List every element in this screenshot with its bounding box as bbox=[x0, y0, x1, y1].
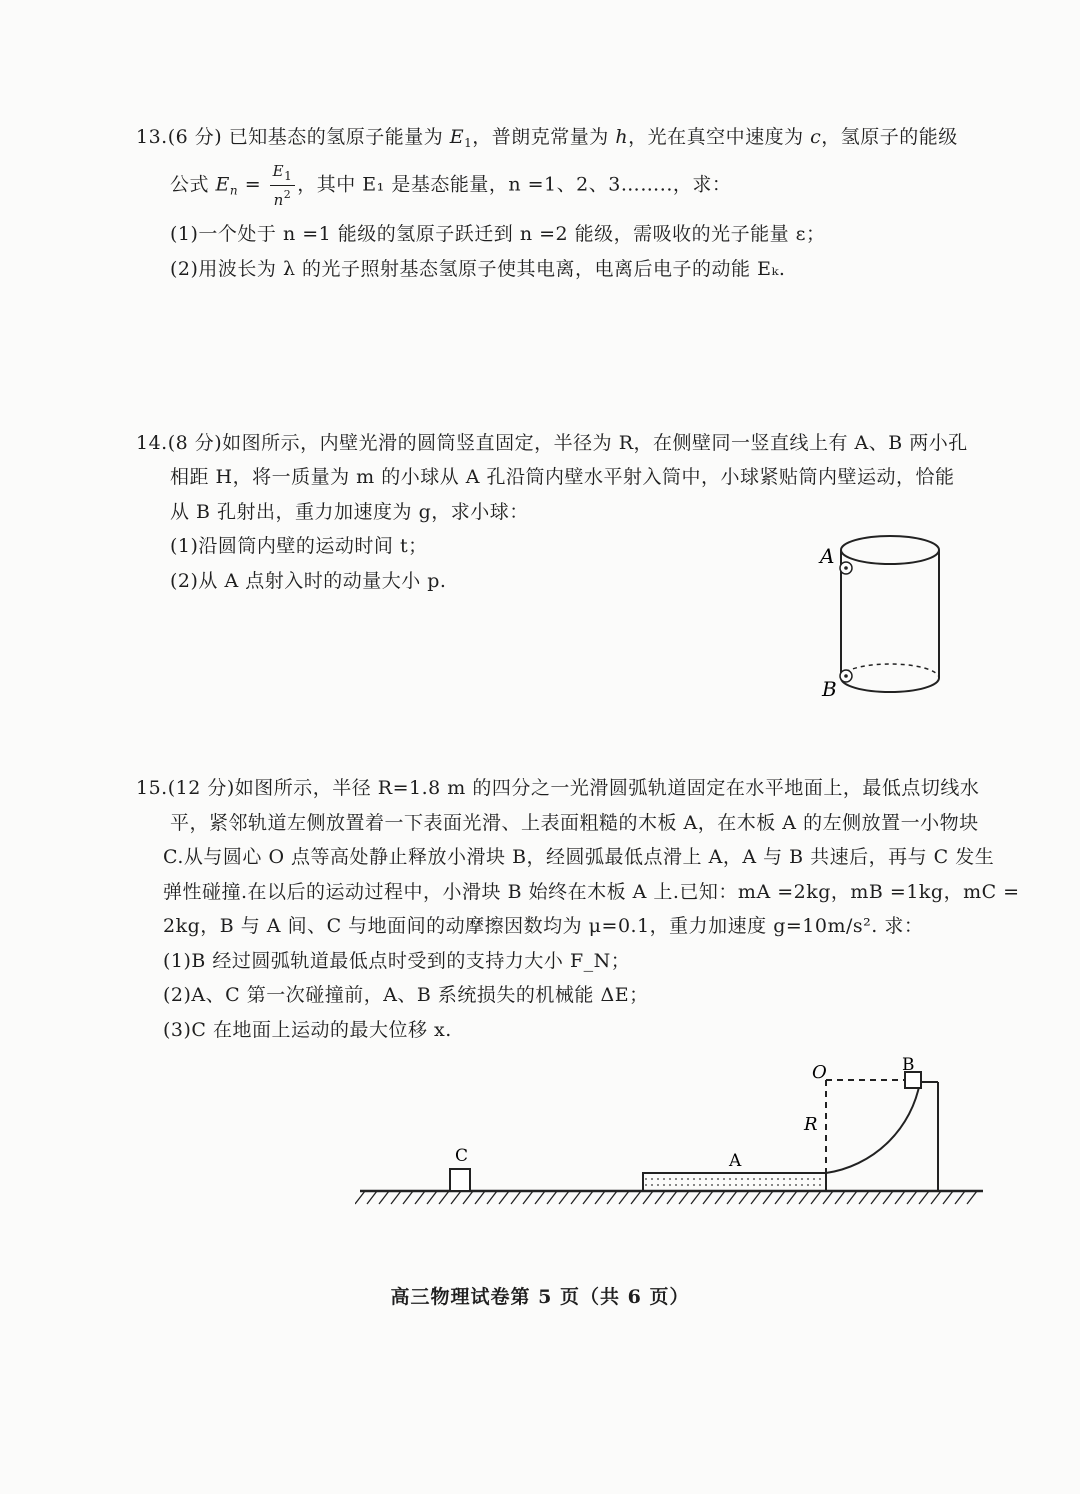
q14-line-2: 相距 H，将一质量为 m 的小球从 A 孔沿筒内壁水平射入筒中，小球紧贴筒内壁运动，恰能 bbox=[170, 466, 955, 488]
q15-line-1: 15.(12 分)如图所示，半径 R=1.8 m 的四分之一光滑圆弧轨道固定在水平地面上，最低点切线水 bbox=[136, 777, 980, 799]
q14-line-1: 14.(8 分)如图所示，内壁光滑的圆筒竖直固定，半径为 R，在侧壁同一竖直线上有 A、B 两小孔 bbox=[136, 432, 968, 454]
q15-line-5: 2kg，B 与 A 间、C 与地面间的动摩擦因数均为 μ=0.1，重力加速度 g=10m/s². 求： bbox=[163, 915, 924, 937]
q13-part-2: (2)用波长为 λ 的光子照射基态氢原子使其电离，电离后电子的动能 Eₖ. bbox=[170, 258, 786, 280]
q15-line-3: C.从与圆心 O 点等高处静止释放小滑块 B，经圆弧最低点滑上 A，A 与 B 共速后，再与 C 发生 bbox=[163, 846, 995, 868]
track-diagram bbox=[355, 1050, 990, 1210]
label-a: A bbox=[820, 544, 835, 568]
arc-track bbox=[826, 1082, 920, 1173]
block-c bbox=[450, 1169, 470, 1191]
label-c: C bbox=[455, 1146, 469, 1166]
label-o: O bbox=[812, 1062, 827, 1083]
energy-level-fraction: $\frac{E_1}{n^2}$ bbox=[270, 162, 296, 209]
label-b: B bbox=[902, 1055, 915, 1075]
q14-line-3: 从 B 孔射出，重力加速度为 g，求小球： bbox=[170, 501, 529, 523]
q15-line-2: 平，紧邻轨道左侧放置着一下表面光滑、上表面粗糙的木板 A，在木板 A 的左侧放置一小物块 bbox=[170, 812, 979, 834]
q13-part-1: (1)一个处于 n =1 能级的氢原子跃迁到 n =2 能级，需吸收的光子能量 ε； bbox=[170, 223, 826, 245]
q14-part-2: (2)从 A 点射入时的动量大小 p. bbox=[170, 570, 447, 592]
ground-hatching bbox=[355, 1191, 977, 1204]
q15-part-2: (2)A、C 第一次碰撞前，A、B 系统损失的机械能 ΔE； bbox=[163, 984, 649, 1006]
q15-part-3: (3)C 在地面上运动的最大位移 x. bbox=[163, 1019, 452, 1041]
q15-part-1: (1)B 经过圆弧轨道最低点时受到的支持力大小 F_N； bbox=[163, 950, 631, 972]
q14-part-1: (1)沿圆筒内壁的运动时间 t； bbox=[170, 535, 428, 557]
label-r: R bbox=[804, 1114, 818, 1135]
q13-line-1: 13.(6 分) 已知基态的氢原子能量为 $E_1$，普朗克常量为 h，光在真空中速度为 c，氢原子的能级 bbox=[136, 126, 958, 150]
label-b: B bbox=[822, 677, 837, 701]
page-footer: 高三物理试卷第 5 页（共 6 页） bbox=[390, 1286, 690, 1308]
q13-line-2-formula: 公式 $E_n$ = $\frac{E_1}{n^2}$ ，其中 E₁ 是基态能量，n =1、2、3……..，求： bbox=[170, 162, 732, 209]
label-a: A bbox=[729, 1151, 742, 1171]
q15-line-4: 弹性碰撞.在以后的运动过程中，小滑块 B 始终在木板 A 上.已知：mA =2kg，mB =1kg，mC = bbox=[163, 881, 1020, 903]
cylinder-diagram bbox=[810, 530, 960, 705]
board-a bbox=[643, 1173, 826, 1191]
